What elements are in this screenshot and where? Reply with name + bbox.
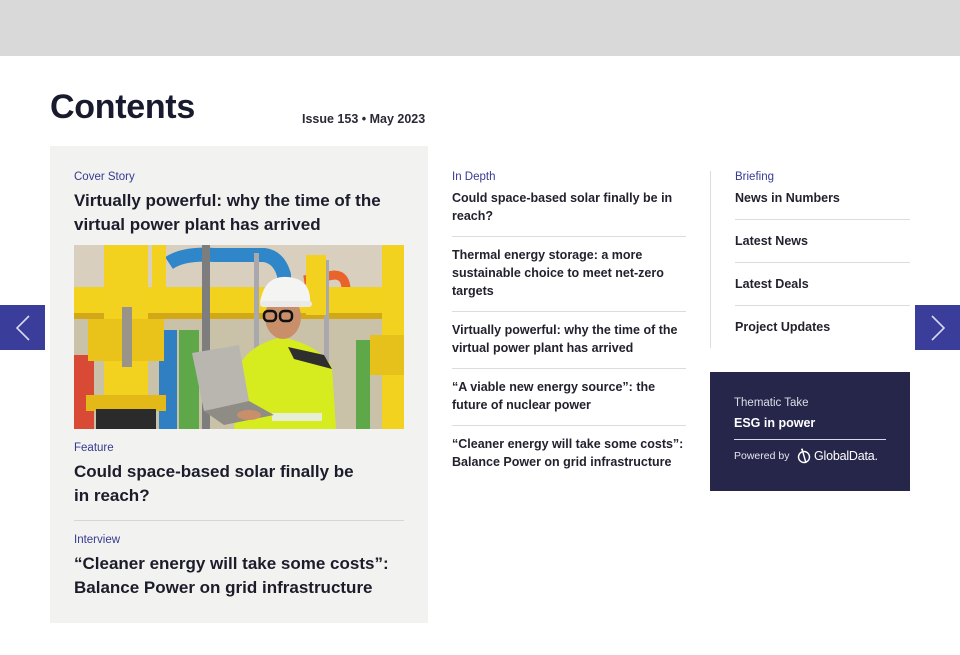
feature-kicker: Feature	[74, 442, 114, 454]
in-depth-item[interactable]: “A viable new energy source”: the future of nuclear power	[452, 369, 686, 426]
in-depth-item[interactable]: Thermal energy storage: a more sustainable choice to meet net-zero targets	[452, 237, 686, 312]
engineer-photo-illustration	[74, 245, 404, 429]
briefing-column	[735, 171, 910, 348]
in-depth-item[interactable]: Could space-based solar finally be in reach?	[452, 187, 686, 237]
feature-title[interactable]: Could space-based solar finally be in reach?	[74, 462, 354, 505]
globaldata-logo-icon	[797, 448, 811, 464]
chevron-left-icon	[15, 314, 31, 342]
card-divider	[74, 520, 404, 521]
in-depth-item[interactable]: “Cleaner energy will take some costs”: Balance Power on grid infrastructure	[452, 437, 684, 469]
powered-by-label: Powered by	[734, 450, 790, 462]
globaldata-brand: GlobalData.	[814, 449, 878, 463]
in-depth-column	[452, 171, 686, 482]
globaldata-logo	[797, 448, 878, 464]
briefing-kicker: Briefing	[735, 171, 774, 183]
interview-kicker: Interview	[74, 534, 121, 546]
issue-label: Issue 153 • May 2023	[302, 112, 426, 126]
interview-title[interactable]: “Cleaner energy will take some costs”: Balance Power on grid infrastructure	[74, 554, 389, 597]
thematic-take-title[interactable]: ESG in power	[734, 416, 816, 430]
briefing-item-project-updates[interactable]: Project Updates	[735, 320, 831, 334]
briefing-item-latest-deals[interactable]: Latest Deals	[735, 263, 910, 306]
cover-story-image[interactable]	[74, 245, 404, 429]
thematic-take-kicker: Thematic Take	[734, 397, 809, 409]
thematic-take-panel[interactable]	[710, 372, 910, 491]
cover-story-kicker: Cover Story	[74, 171, 135, 183]
thematic-divider	[734, 439, 886, 440]
column-divider	[710, 171, 711, 348]
briefing-item-news-in-numbers[interactable]: News in Numbers	[735, 187, 910, 220]
in-depth-kicker: In Depth	[452, 171, 496, 183]
cover-story-title[interactable]: Virtually powerful: why the time of the virtual power plant has arrived	[74, 191, 381, 234]
previous-page-button[interactable]	[0, 305, 45, 350]
chevron-right-icon	[930, 314, 946, 342]
page-title: Contents	[50, 88, 195, 126]
featured-card	[50, 146, 428, 623]
briefing-item-latest-news[interactable]: Latest News	[735, 220, 910, 263]
in-depth-item[interactable]: Virtually powerful: why the time of the virtual power plant has arrived	[452, 312, 686, 369]
next-page-button[interactable]	[915, 305, 960, 350]
top-bar	[0, 0, 960, 56]
